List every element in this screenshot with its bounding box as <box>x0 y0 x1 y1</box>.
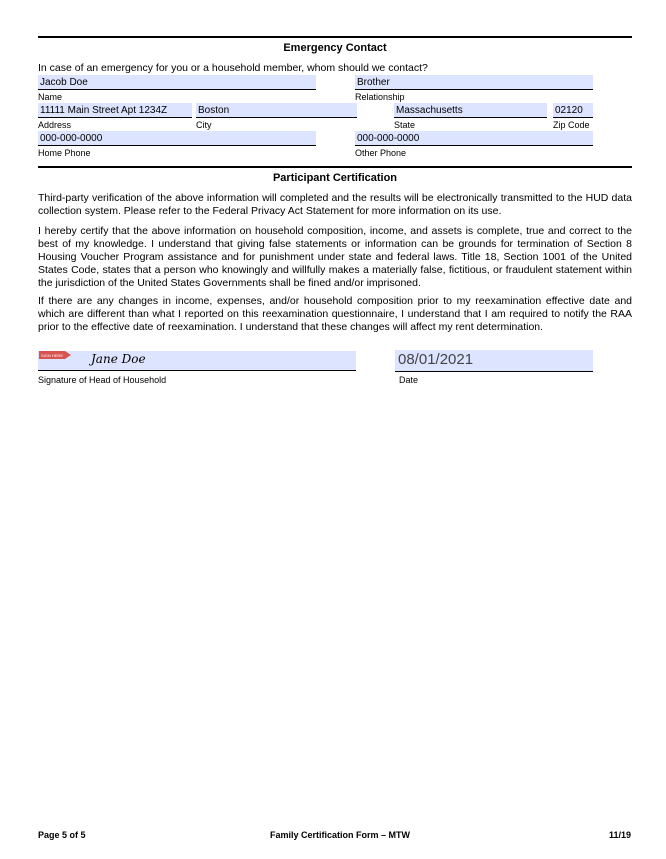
home-phone-field[interactable]: 000-000-0000 <box>38 131 316 146</box>
signature-text: Jane Doe <box>91 352 146 366</box>
date-label: Date <box>399 375 419 385</box>
state-field[interactable]: Massachusetts <box>394 103 547 118</box>
emergency-prompt: In case of an emergency for you or a household member, whom should we contact? <box>38 62 428 74</box>
state-label: State <box>394 120 416 130</box>
signature-label: Signature of Head of Household <box>38 375 167 385</box>
contact-name-field[interactable]: Jacob Doe <box>38 75 316 90</box>
zip-field[interactable]: 02120 <box>553 103 593 118</box>
certification-rule <box>38 166 632 168</box>
city-field[interactable]: Boston <box>196 103 357 118</box>
home-phone-label: Home Phone <box>38 148 91 158</box>
top-rule <box>38 36 632 38</box>
address-label: Address <box>38 120 72 130</box>
page-number: Page 5 of 5 <box>38 830 86 840</box>
name-label: Name <box>38 92 63 102</box>
sign-here-tag-label: SIGN HERE <box>40 353 64 358</box>
changes-paragraph: If there are any changes in income, expenses, and/or household composition prior to my reexamination effective date and which are different than what I reported on this reexamination questionnaire, I understand that I am required to notify the RAA prior to the effective date of reexamination. I understand that these changes will affect my rent determination. <box>38 295 632 333</box>
other-phone-label: Other Phone <box>355 148 407 158</box>
signature-field[interactable] <box>38 351 356 371</box>
relationship-field[interactable]: Brother <box>355 75 593 90</box>
verification-paragraph: Third-party verification of the above information will completed and the results will be electronically transmitted to the HUD data collection system. Please refer to the Federal Privacy Act Statement for more information on its use. <box>38 192 632 217</box>
certification-title: Participant Certification <box>272 172 398 184</box>
sign-here-tag-icon <box>39 351 71 359</box>
zip-label: Zip Code <box>553 120 590 130</box>
city-label: City <box>196 120 212 130</box>
emergency-contact-title: Emergency Contact <box>283 42 387 54</box>
other-phone-field[interactable]: 000-000-0000 <box>355 131 593 146</box>
address-field[interactable]: 11111 Main Street Apt 1234Z <box>38 103 192 118</box>
date-field[interactable]: 08/01/2021 <box>395 350 593 372</box>
form-version: 11/19 <box>608 830 631 840</box>
relationship-label: Relationship <box>355 92 405 102</box>
certify-paragraph: I hereby certify that the above information on household composition, income, and assets is complete, true and correct to the best of my knowledge. I understand that giving false statements or information can be grounds for termination of Section 8 Housing Voucher Program assistance and for punishment under state and federal laws. Title 18, Section 1001 of the United States Code, states that a person who knowingly and willfully makes a materially false, fictitious, or fraudulent statement within the jurisdiction of the United States Governments shall be fined and/or imprisoned. <box>38 225 632 289</box>
form-name: Family Certification Form – MTW <box>269 830 410 840</box>
